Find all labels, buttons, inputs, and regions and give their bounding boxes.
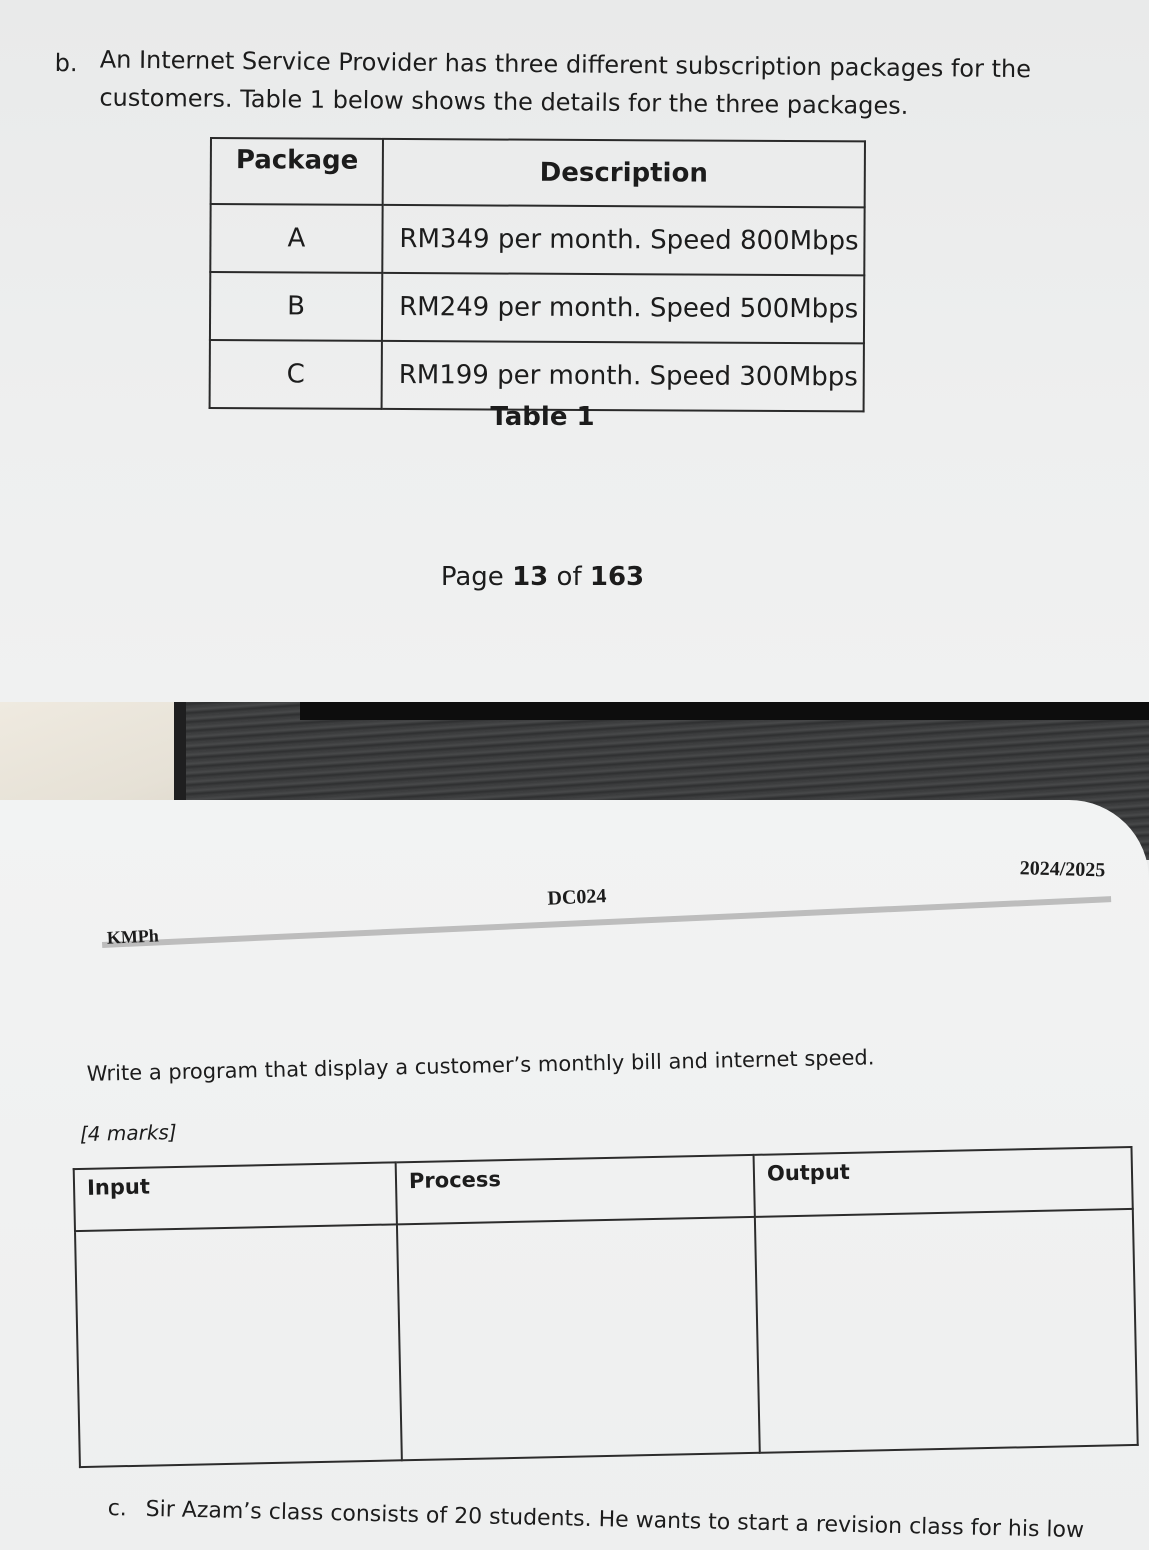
header-left: KMPh xyxy=(106,925,160,948)
page-number-middle: of xyxy=(548,562,590,592)
ipo-table xyxy=(73,1146,1139,1468)
header-output: Output xyxy=(754,1147,1133,1217)
description-cell: RM249 per month. Speed 500Mbps xyxy=(382,273,864,344)
process-answer-cell xyxy=(397,1217,760,1460)
description-cell: RM199 per month. Speed 300Mbps xyxy=(382,341,864,412)
table-caption: Table 1 xyxy=(490,402,595,432)
packages-table-header-row xyxy=(211,138,865,207)
page-number-current: 13 xyxy=(512,562,549,592)
question-c-letter: c. xyxy=(107,1496,128,1522)
question-b-text: An Internet Service Provider has three different subscription packages for the customers. Table 1 below shows the details for the three packages. xyxy=(99,45,1032,120)
header-description: Description xyxy=(383,139,865,208)
page-number-total: 163 xyxy=(589,562,645,592)
table-row xyxy=(210,204,864,275)
package-cell: B xyxy=(210,272,382,341)
input-answer-cell xyxy=(75,1224,402,1467)
question-c-text: Sir Azam’s class consists of 20 students. He wants to start a revision class for his low xyxy=(145,1496,1085,1544)
marks-label: [4 marks] xyxy=(79,1119,177,1146)
header-input: Input xyxy=(74,1162,397,1231)
instruction-text: Write a program that display a customer’s monthly bill and internet speed. xyxy=(86,1045,875,1086)
ipo-answer-row xyxy=(75,1209,1138,1467)
strip-top-black-band xyxy=(300,702,1149,720)
page-number-prefix: Page xyxy=(440,562,513,592)
packages-table xyxy=(209,137,866,412)
header-center: DC024 xyxy=(546,885,607,910)
header-process: Process xyxy=(396,1155,755,1224)
package-cell: A xyxy=(210,204,382,273)
question-b xyxy=(54,40,1115,127)
top-page-photo xyxy=(0,0,1149,702)
header-right: 2024/2025 xyxy=(1019,857,1106,882)
description-cell: RM349 per month. Speed 800Mbps xyxy=(382,205,864,276)
output-answer-cell xyxy=(755,1209,1138,1453)
header-package: Package xyxy=(211,138,383,205)
question-b-letter: b. xyxy=(54,48,78,78)
table-row xyxy=(210,272,864,343)
table-row xyxy=(210,340,864,411)
page-number xyxy=(0,562,1085,592)
package-cell: C xyxy=(210,340,382,409)
